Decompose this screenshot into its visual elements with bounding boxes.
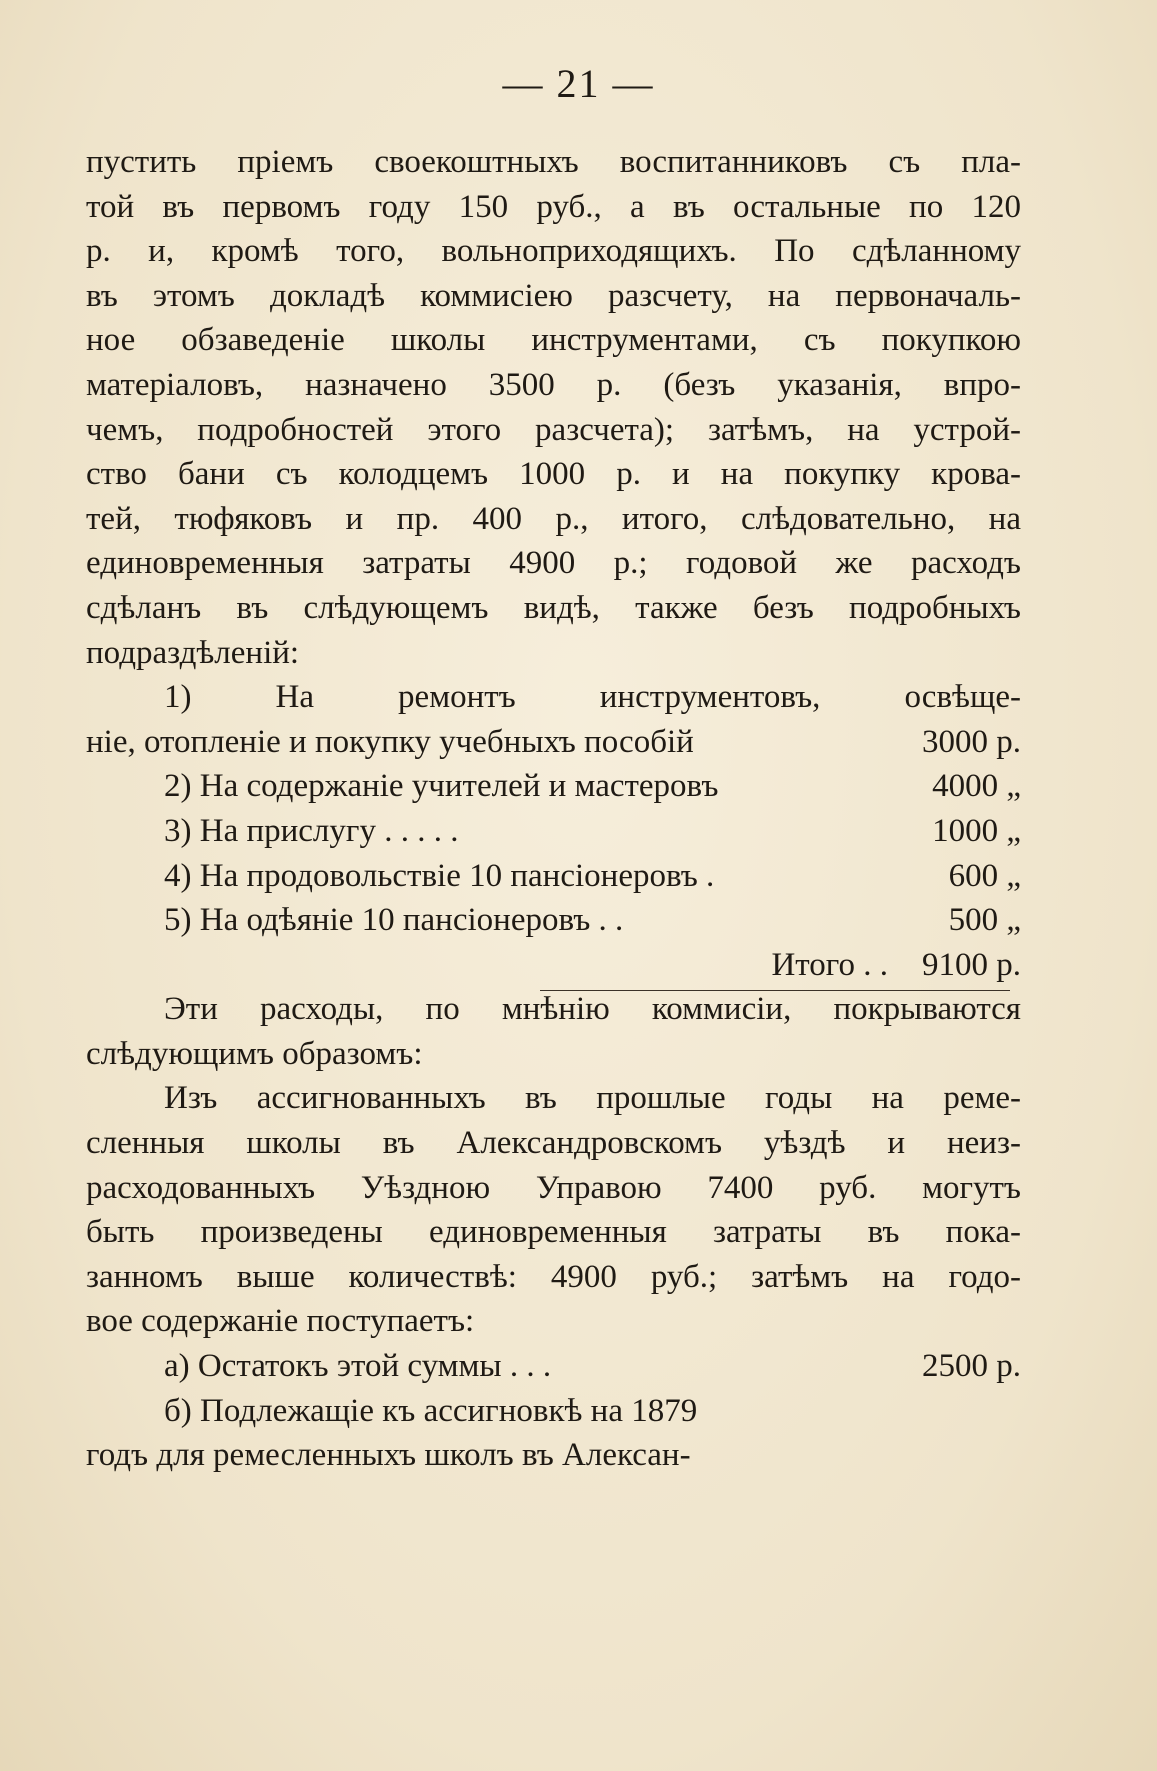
expense-item-3	[86, 809, 1021, 854]
total-amount: 9100 р.	[922, 946, 1021, 983]
expense-item-1	[86, 720, 1021, 765]
income-item-a	[86, 1344, 1021, 1389]
expense-label: 4) На продовольствіе 10 пансіонеровъ .	[164, 857, 715, 894]
expense-amount: 500 „	[948, 902, 1021, 939]
income-list	[86, 1344, 1021, 1478]
text-line: расходованныхъ Уѣздною Управою 7400 руб. могутъ	[86, 1169, 1021, 1206]
page-number: — 21 —	[502, 61, 655, 106]
expense-list	[86, 675, 1021, 987]
income-amount: 2500 р.	[922, 1348, 1021, 1385]
expense-amount: 600 „	[948, 857, 1021, 894]
text-line: р. и, кромѣ того, вольноприходящихъ. По сдѣланному	[86, 233, 1021, 270]
text-line: слѣдующимъ образомъ:	[86, 1035, 423, 1072]
text-line: сдѣланъ въ слѣдующемъ видѣ, также безъ подробныхъ	[86, 589, 1021, 626]
text-line: матеріаловъ, назначено 3500 р. (безъ указанія, впро-	[86, 366, 1021, 403]
text-line: ное обзаведеніе школы инструментами, съ покупкою	[86, 322, 1021, 359]
text-line: Изъ ассигнованныхъ въ прошлые годы на реме-	[164, 1080, 1021, 1117]
expense-label: 3) На прислугу . . . . .	[164, 812, 459, 849]
text-line: подраздѣленій:	[86, 634, 300, 671]
text-line: тей, тюфяковъ и пр. 400 р., итого, слѣдовательно, на	[86, 500, 1021, 537]
page-body	[86, 140, 1021, 1478]
income-item-b-line2: годъ для ремесленныхъ школъ въ Алексан-	[86, 1437, 691, 1474]
income-label: а) Остатокъ этой суммы . . .	[164, 1348, 552, 1385]
text-line: ство бани съ колодцемъ 1000 р. и на покупку крова-	[86, 456, 1021, 493]
expense-item-2	[86, 764, 1021, 809]
expense-amount: 4000 „	[932, 768, 1021, 805]
paragraph-1	[86, 140, 1021, 675]
text-line: занномъ выше количествѣ: 4900 руб.; затѣмъ на годо-	[86, 1258, 1021, 1295]
total-rule	[540, 990, 1010, 991]
expense-amount: 1000 „	[932, 812, 1021, 849]
paragraph-3	[86, 1076, 1021, 1344]
text-line: той въ первомъ году 150 руб., а въ остальные по 120	[86, 188, 1021, 225]
text-line: чемъ, подробностей этого разсчета); затѣмъ, на устрой-	[86, 411, 1021, 448]
expense-label: ніе, отопленіе и покупку учебныхъ пособій	[86, 723, 694, 760]
expense-item-5	[86, 898, 1021, 943]
text-line: Эти расходы, по мнѣнію коммисіи, покрываются	[164, 991, 1021, 1028]
text-line: въ этомъ докладѣ коммисіею разсчету, на первоначаль-	[86, 277, 1021, 314]
text-line: сленныя школы въ Александровскомъ уѣздѣ и неиз-	[86, 1125, 1021, 1162]
expense-item-1-line1: 1) На ремонтъ инструментовъ, освѣще-	[164, 679, 1021, 716]
paragraph-2	[86, 987, 1021, 1076]
income-item-b-line1: б) Подлежащіе къ ассигновкѣ на 1879	[164, 1392, 698, 1429]
text-line: вое содержаніе поступаетъ:	[86, 1303, 475, 1340]
expense-item-4	[86, 854, 1021, 899]
text-line: пустить пріемъ своекоштныхъ воспитанниковъ съ пла-	[86, 144, 1021, 180]
total-label: Итого . .	[771, 946, 888, 983]
text-line: быть произведены единовременныя затраты въ пока-	[86, 1214, 1021, 1251]
expense-amount: 3000 р.	[922, 723, 1021, 760]
expense-label: 2) На содержаніе учителей и мастеровъ	[164, 768, 719, 805]
text-line: единовременныя затраты 4900 р.; годовой же расходъ	[86, 545, 1021, 582]
expense-total	[86, 943, 1021, 988]
expense-label: 5) На одѣяніе 10 пансіонеровъ . .	[164, 902, 624, 939]
